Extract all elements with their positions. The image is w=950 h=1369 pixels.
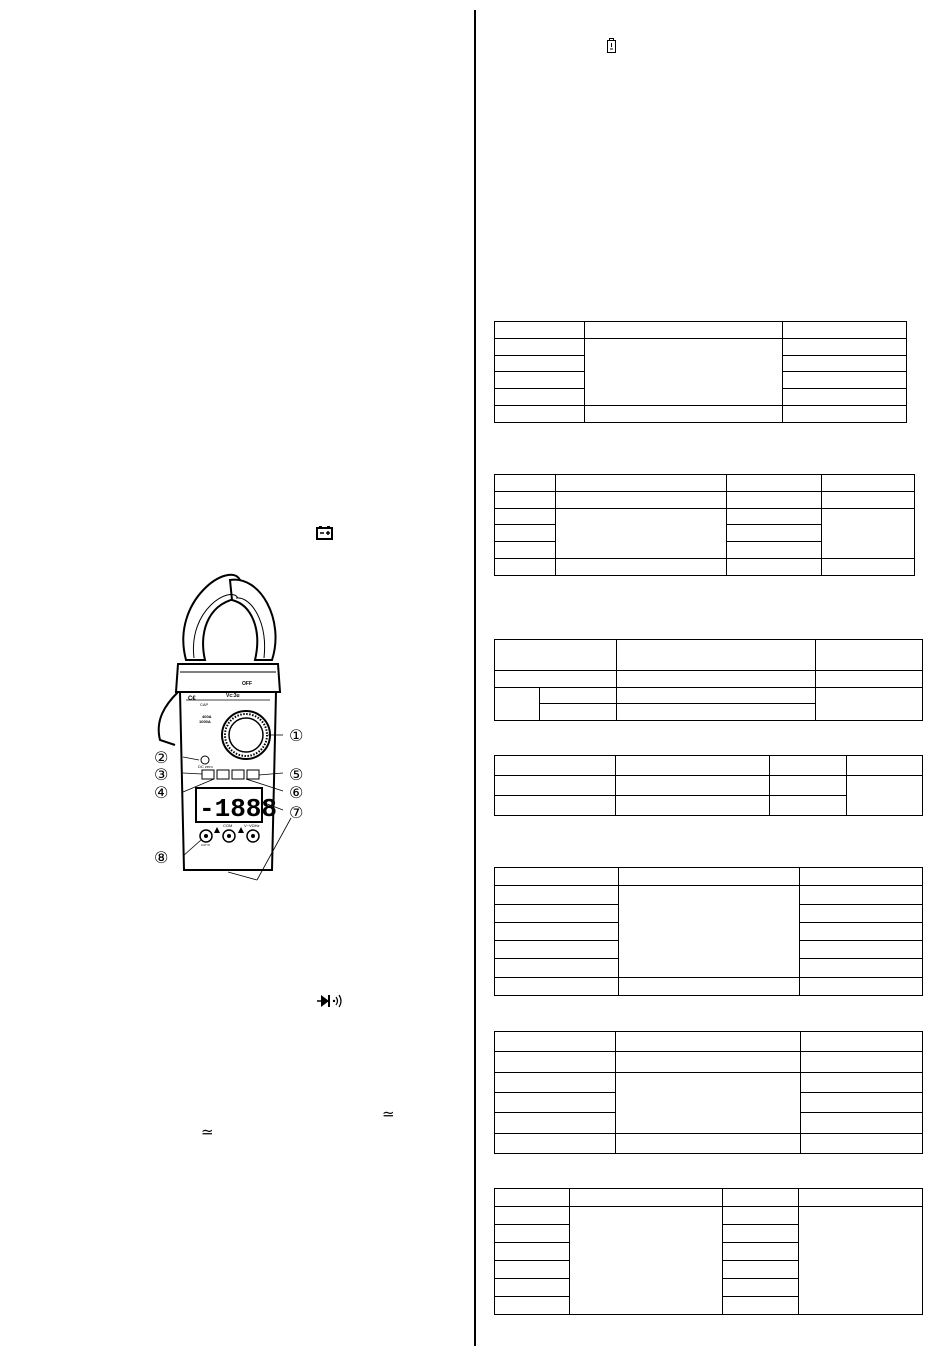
svg-text:1000A: 1000A <box>199 719 211 724</box>
callout-1: ① <box>289 726 304 745</box>
svg-text:OFF: OFF <box>242 681 252 687</box>
callout-3: ③ <box>154 765 169 784</box>
callout-7: ⑦ <box>289 803 304 822</box>
svg-text:400A: 400A <box>202 714 212 719</box>
callout-4: ④ <box>154 783 169 802</box>
lcd-reading: -1888 <box>199 794 278 824</box>
svg-text:DC zero: DC zero <box>198 764 213 769</box>
spec-table-7 <box>494 1188 923 1315</box>
svg-text:COM: COM <box>223 823 233 828</box>
svg-text:V~VΩHz: V~VΩHz <box>244 823 260 828</box>
ac-dc-symbol: ≃ <box>201 1124 214 1141</box>
column-divider <box>474 10 476 1346</box>
spec-table-3 <box>494 639 923 721</box>
callout-2: ② <box>154 748 169 767</box>
spec-table-2 <box>494 474 915 576</box>
diode-continuity-symbol <box>316 993 346 1014</box>
svg-text:C€: C€ <box>188 696 196 702</box>
battery-replace-icon <box>316 526 333 540</box>
spec-table-5 <box>494 867 923 996</box>
callout-6: ⑥ <box>289 783 304 802</box>
callout-5: ⑤ <box>289 765 304 784</box>
clamp-meter-illustration <box>150 570 320 890</box>
spec-table-4 <box>494 755 923 816</box>
ac-dc-symbol: ≃ <box>382 1106 395 1123</box>
battery-icon <box>607 38 616 53</box>
spec-table-1 <box>494 321 907 423</box>
callout-8: ⑧ <box>154 848 169 867</box>
svg-text:CAP: CAP <box>200 702 209 707</box>
svg-text:CAT III: CAT III <box>201 843 211 847</box>
spec-table-6 <box>494 1031 923 1154</box>
svg-text:Vc:3u: Vc:3u <box>226 693 240 699</box>
